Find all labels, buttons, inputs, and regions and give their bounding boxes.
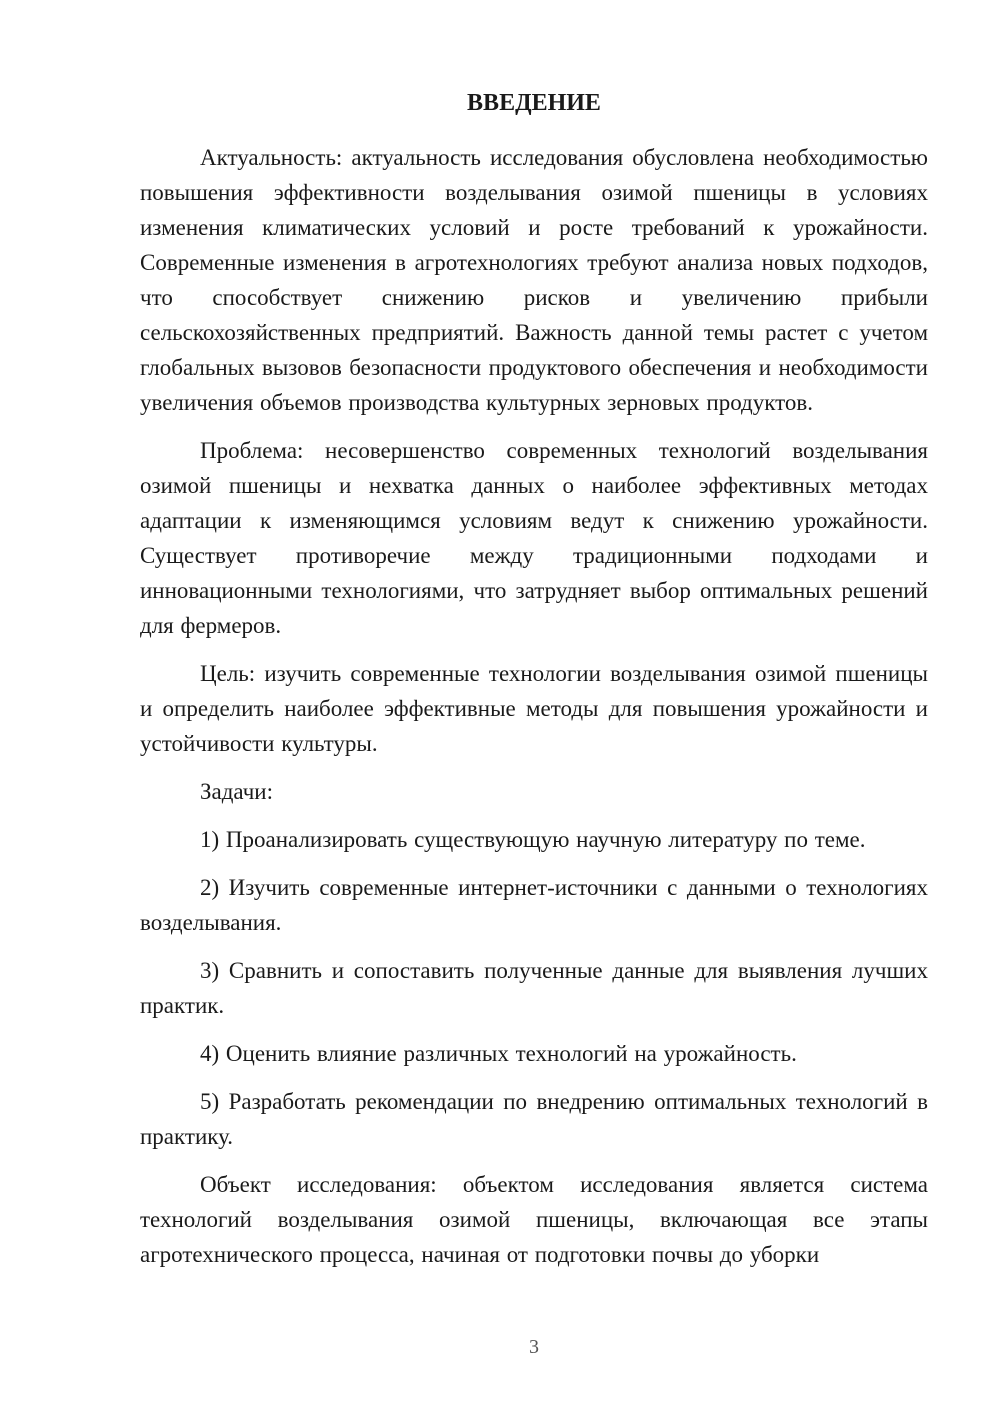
paragraph-tasks-heading: Задачи: <box>200 779 273 804</box>
task-item-2: 2) Изучить современные интернет-источники с данными о технологиях возделывания. <box>140 875 928 935</box>
paragraph-research-object: Объект исследования: объектом исследования является система технологий возделывания озимой пшеницы, включающая все этапы агротехнического процесса, начиная от подготовки почвы до уборки <box>140 1172 928 1267</box>
paragraph-goal: Цель: изучить современные технологии возделывания озимой пшеницы и определить наиболее эффективные методы для повышения урожайности и устойчивости культуры. <box>140 661 928 756</box>
task-item-4: 4) Оценить влияние различных технологий на урожайность. <box>200 1041 797 1066</box>
task-item-1: 1) Проанализировать существующую научную литературу по теме. <box>200 827 866 852</box>
task-item-3: 3) Сравнить и сопоставить полученные данные для выявления лучших практик. <box>140 958 928 1018</box>
paragraph-problem: Проблема: несовершенство современных технологий возделывания озимой пшеницы и нехватка данных о наиболее эффективных методах адаптации к изменяющимся условиям ведут к снижению урожайности. Существует противоречие между традиционными подходами и инновационными технологиями, что затрудняет выбор оптимальных решений для фермеров. <box>140 438 928 638</box>
page-title: ВВЕДЕНИЕ <box>467 90 601 116</box>
paragraph-relevance: Актуальность: актуальность исследования обусловлена необходимостью повышения эффективности возделывания озимой пшеницы в условиях изменения климатических условий и росте требований к урожайности. Современные изменения в агротехнологиях требуют анализа новых подходов, что способствует снижению рисков и увеличению прибыли сельскохозяйственных предприятий. Важность данной темы растет с учетом глобальных вызовов безопасности продуктового обеспечения и необходимости увеличения объемов производства культурных зерновых продуктов. <box>140 145 928 415</box>
task-item-5: 5) Разработать рекомендации по внедрению оптимальных технологий в практику. <box>140 1089 928 1149</box>
page-number: 3 <box>529 1336 539 1358</box>
